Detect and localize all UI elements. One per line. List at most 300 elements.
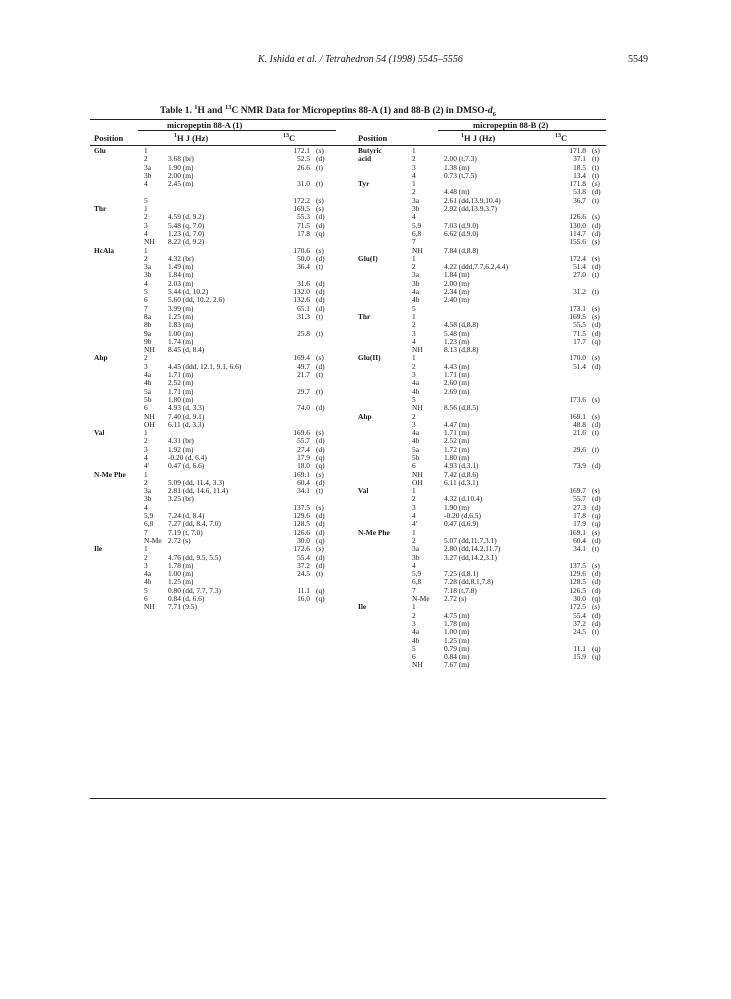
- c-shift-cell: 170.6: [293, 245, 310, 255]
- position-cell: 7: [412, 237, 416, 247]
- multiplicity-cell: (d): [592, 328, 601, 338]
- position-cell: 3: [412, 328, 416, 338]
- position-cell: 4: [144, 179, 148, 189]
- c-shift-cell: 55.4: [297, 552, 310, 562]
- position-cell: 3a: [412, 270, 419, 280]
- multiplicity-cell: (t): [316, 486, 323, 496]
- c-shift-cell: 52.5: [297, 154, 310, 164]
- h-shift-cell: 2.81 (dd, 14.6, 11.4): [168, 486, 229, 496]
- right-col-h: $^1$H J (Hz): [461, 133, 496, 143]
- h-shift-cell: 1.25 (m): [168, 577, 194, 587]
- position-cell: NH: [144, 237, 155, 247]
- position-cell: N-Me: [412, 594, 430, 604]
- left-col-position: Position: [94, 133, 124, 143]
- multiplicity-cell: (d): [316, 361, 325, 371]
- position-cell: 1: [412, 311, 416, 321]
- c-shift-cell: 37.2: [297, 560, 310, 570]
- c-shift-cell: 155.6: [569, 237, 586, 247]
- table-row: [358, 313, 608, 321]
- c-shift-cell: 55.3: [297, 212, 310, 222]
- position-cell: 6,8: [144, 519, 154, 529]
- position-cell: 3: [144, 560, 148, 570]
- h-shift-cell: 2.61 (dd,13.9,10.4): [444, 195, 501, 205]
- c-shift-cell: 37.1: [573, 154, 586, 164]
- h-shift-cell: 2.34 (m): [444, 287, 470, 297]
- multiplicity-cell: (s): [316, 195, 324, 205]
- multiplicity-cell: (s): [592, 560, 600, 570]
- h-shift-cell: 2.00 (t,7.3): [444, 154, 477, 164]
- h-shift-cell: 7.28 (dd,8.1,7.8): [444, 577, 494, 587]
- c-shift-cell: 73.9: [573, 461, 586, 471]
- c-shift-cell: 71.5: [573, 328, 586, 338]
- position-cell: 4b: [412, 386, 420, 396]
- h-shift-cell: 1.00 (m): [168, 328, 194, 338]
- position-cell: 4: [144, 452, 148, 462]
- table-row: [90, 313, 338, 321]
- multiplicity-cell: (s): [316, 469, 324, 479]
- c-shift-cell: 34.1: [573, 544, 586, 554]
- h-shift-cell: 0.47 (d, 6.6): [168, 461, 205, 471]
- multiplicity-cell: (d): [592, 187, 601, 197]
- table-row: [358, 620, 608, 628]
- c-shift-cell: 173.1: [569, 303, 586, 313]
- position-cell: 6: [144, 594, 148, 604]
- h-shift-cell: 0.80 (dd, 7.7, 7.3): [168, 585, 221, 595]
- c-shift-cell: 17.9: [297, 452, 310, 462]
- table-row: [358, 271, 608, 279]
- right-table-body: [358, 147, 608, 670]
- position-cell: 8b: [144, 320, 152, 330]
- position-cell: 2: [412, 320, 416, 330]
- table-row: [358, 462, 608, 470]
- h-shift-cell: 6.11 (d,3.1): [444, 477, 479, 487]
- h-shift-cell: 1.80 (m): [444, 452, 470, 462]
- c-shift-cell: 24.5: [297, 569, 310, 579]
- h-shift-cell: 4.45 (ddd, 12.1, 9.1, 6.6): [168, 361, 242, 371]
- h-shift-cell: 1.80 (m): [168, 394, 194, 404]
- multiplicity-cell: (q): [316, 535, 325, 545]
- table-row: [358, 587, 608, 595]
- multiplicity-cell: (s): [592, 394, 600, 404]
- position-cell: NH: [144, 411, 155, 421]
- position-cell: 3: [412, 502, 416, 512]
- multiplicity-cell: (d): [316, 436, 325, 446]
- h-shift-cell: 1.49 (m): [168, 262, 194, 272]
- position-cell: 4: [144, 228, 148, 238]
- c-shift-cell: 128.5: [569, 577, 586, 587]
- position-cell: 5b: [144, 394, 152, 404]
- c-shift-cell: 169.7: [569, 486, 586, 496]
- multiplicity-cell: (d): [592, 577, 601, 587]
- multiplicity-cell: (s): [316, 146, 324, 155]
- residue-cell: Thr: [94, 204, 107, 214]
- position-cell: 2: [144, 154, 148, 164]
- left-table-body: [90, 147, 338, 612]
- c-shift-cell: 171.8: [569, 146, 586, 155]
- h-shift-cell: 1.25 (m): [444, 635, 470, 645]
- position-cell: 6: [144, 403, 148, 413]
- position-cell: 3a: [412, 195, 419, 205]
- table-row: [358, 238, 608, 246]
- multiplicity-cell: (t): [592, 544, 599, 554]
- table-row: [90, 330, 338, 338]
- multiplicity-cell: (d): [592, 610, 601, 620]
- table-row: [358, 180, 608, 188]
- c-shift-cell: 55.7: [297, 436, 310, 446]
- multiplicity-cell: (d): [316, 519, 325, 529]
- h-shift-cell: 2.80 (dd,14.2,11.7): [444, 544, 501, 554]
- h-shift-cell: 2.72 (s): [168, 535, 191, 545]
- position-cell: 3a: [144, 162, 151, 172]
- position-cell: 3: [412, 419, 416, 429]
- multiplicity-cell: (t): [316, 311, 323, 321]
- multiplicity-cell: (s): [592, 602, 600, 612]
- position-cell: 2: [144, 212, 148, 222]
- position-cell: 1: [144, 428, 148, 438]
- c-shift-cell: 129.6: [293, 511, 310, 521]
- position-cell: 5: [412, 643, 416, 653]
- residue-cell: N-Me Phe: [94, 469, 126, 479]
- h-shift-cell: -0.20 (d, 6.4): [168, 452, 207, 462]
- table-row: [358, 454, 608, 462]
- table-row: [358, 330, 608, 338]
- h-shift-cell: 0.47 (d,6.9): [444, 519, 479, 529]
- running-header: [0, 54, 731, 68]
- position-cell: 5: [144, 287, 148, 297]
- table-row: [358, 446, 608, 454]
- right-col-position: Position: [358, 133, 388, 143]
- position-cell: 2: [412, 187, 416, 197]
- position-cell: 4b: [412, 295, 420, 305]
- position-cell: N-Me: [144, 535, 162, 545]
- position-cell: 2: [144, 477, 148, 487]
- h-shift-cell: 2.03 (m): [168, 278, 194, 288]
- position-cell: 1: [144, 146, 148, 155]
- c-shift-cell: 31.2: [573, 287, 586, 297]
- h-shift-cell: 1.72 (m): [444, 444, 470, 454]
- h-shift-cell: 4.43 (m): [444, 361, 470, 371]
- h-shift-cell: 5.07 (dd,11.7,3.1): [444, 535, 497, 545]
- c-shift-cell: 21.7: [297, 370, 310, 380]
- multiplicity-cell: (d): [316, 527, 325, 537]
- multiplicity-cell: (t): [316, 569, 323, 579]
- h-shift-cell: 4.76 (dd, 9.5, 5.5): [168, 552, 221, 562]
- position-cell: 2: [144, 253, 148, 263]
- table-row: [358, 379, 608, 387]
- position-cell: 1: [144, 245, 148, 255]
- c-shift-cell: 128.5: [293, 519, 310, 529]
- c-shift-cell: 132.6: [293, 295, 310, 305]
- h-shift-cell: 5.48 (q, 7.0): [168, 220, 205, 230]
- multiplicity-cell: (d): [592, 502, 601, 512]
- position-cell: 4: [412, 560, 416, 570]
- h-shift-cell: 4.59 (d, 9.2): [168, 212, 205, 222]
- position-cell: 3b: [144, 270, 152, 280]
- table-row: [90, 570, 338, 578]
- h-shift-cell: 0.79 (m): [444, 643, 470, 653]
- table-caption: Table 1. $^1$H and $^{13}$C NMR Data for Micropeptins 88-A (1) and 88-B (2) in DMSO-$d_6$: [160, 104, 496, 119]
- position-cell: 4: [412, 336, 416, 346]
- h-shift-cell: 1.84 (m): [168, 270, 194, 280]
- c-shift-cell: 55.4: [573, 610, 586, 620]
- c-shift-cell: 169.6: [293, 428, 310, 438]
- h-shift-cell: 7.42 (d,8.6): [444, 469, 479, 479]
- c-shift-cell: 71.5: [297, 220, 310, 230]
- left-group-rule: [138, 130, 336, 131]
- multiplicity-cell: (d): [316, 511, 325, 521]
- h-shift-cell: 4.75 (m): [444, 610, 470, 620]
- c-shift-cell: 31.6: [297, 278, 310, 288]
- multiplicity-cell: (q): [592, 594, 601, 604]
- right-group-rule: [438, 130, 606, 131]
- position-cell: 5b: [412, 452, 420, 462]
- table-row: [358, 371, 608, 379]
- table-row: [90, 263, 338, 271]
- position-cell: 4b: [412, 635, 420, 645]
- h-shift-cell: 1.71 (m): [444, 370, 470, 380]
- position-cell: 9b: [144, 336, 152, 346]
- position-cell: 4: [144, 278, 148, 288]
- position-cell: NH: [412, 403, 423, 413]
- c-shift-cell: 34.1: [297, 486, 310, 496]
- table-row: [358, 354, 608, 362]
- c-shift-cell: 65.1: [297, 303, 310, 313]
- position-cell: 1: [412, 253, 416, 263]
- h-shift-cell: 4.32 (br): [168, 253, 194, 263]
- c-shift-cell: 15.9: [573, 652, 586, 662]
- multiplicity-cell: (d): [316, 403, 325, 413]
- h-shift-cell: 7.18 (t,7.8): [444, 585, 477, 595]
- multiplicity-cell: (d): [592, 618, 601, 628]
- position-cell: 1: [144, 469, 148, 479]
- table-row: [358, 504, 608, 512]
- position-cell: 2: [412, 411, 416, 421]
- h-shift-cell: 8.45 (d, 8.4): [168, 345, 205, 355]
- multiplicity-cell: (t): [592, 170, 599, 180]
- position-cell: 4a: [412, 428, 419, 438]
- h-shift-cell: 2.45 (m): [168, 179, 194, 189]
- c-shift-cell: 169.5: [293, 204, 310, 214]
- c-shift-cell: 129.6: [569, 569, 586, 579]
- residue-cell: Ahp: [358, 411, 372, 421]
- multiplicity-cell: (t): [592, 627, 599, 637]
- position-cell: 2: [412, 361, 416, 371]
- position-cell: 3: [144, 220, 148, 230]
- position-cell: 1: [144, 544, 148, 554]
- residue-cell: HcAla: [94, 245, 115, 255]
- h-shift-cell: 5.09 (dd, 11.4, 3.3): [168, 477, 225, 487]
- table-row: [358, 429, 608, 437]
- c-shift-cell: 169.4: [293, 353, 310, 363]
- multiplicity-cell: (q): [316, 585, 325, 595]
- multiplicity-cell: (s): [316, 428, 324, 438]
- table-row: [358, 661, 608, 669]
- position-cell: 2: [144, 436, 148, 446]
- h-shift-cell: 1.92 (m): [168, 444, 194, 454]
- position-cell: 1: [412, 353, 416, 363]
- multiplicity-cell: (d): [316, 477, 325, 487]
- c-shift-cell: 27.0: [573, 270, 586, 280]
- position-cell: 4b: [144, 378, 152, 388]
- c-shift-cell: 51.4: [573, 262, 586, 272]
- residue-cell: Tyr: [358, 179, 370, 189]
- residue-cell: Glu(II): [358, 353, 381, 363]
- c-shift-cell: 173.6: [569, 394, 586, 404]
- c-shift-cell: 132.0: [293, 287, 310, 297]
- position-cell: 3: [412, 618, 416, 628]
- multiplicity-cell: (t): [316, 370, 323, 380]
- table-row: [358, 396, 608, 404]
- position-cell: NH: [412, 469, 423, 479]
- c-shift-cell: 17.8: [297, 228, 310, 238]
- table-row: [90, 180, 338, 188]
- table-row: [358, 495, 608, 503]
- multiplicity-cell: (s): [592, 253, 600, 263]
- left-col-c: $^{13}$C: [283, 133, 296, 143]
- h-shift-cell: 1.71 (m): [444, 428, 470, 438]
- position-cell: 6: [412, 461, 416, 471]
- multiplicity-cell: (t): [316, 162, 323, 172]
- h-shift-cell: -0.20 (d,6.5): [444, 511, 481, 521]
- residue-cell: N-Me Phe: [358, 527, 390, 537]
- c-shift-cell: 48.8: [573, 419, 586, 429]
- h-shift-cell: 1.71 (m): [168, 386, 194, 396]
- position-cell: 2: [412, 494, 416, 504]
- c-shift-cell: 31.0: [297, 179, 310, 189]
- multiplicity-cell: (s): [592, 237, 600, 247]
- multiplicity-cell: (q): [592, 336, 601, 346]
- h-shift-cell: 3.27 (dd,14.2,3.1): [444, 552, 497, 562]
- position-cell: 1: [412, 486, 416, 496]
- table-row: [358, 321, 608, 329]
- h-shift-cell: 2.52 (m): [444, 436, 470, 446]
- multiplicity-cell: (t): [592, 154, 599, 164]
- h-shift-cell: 7.67 (m): [444, 660, 470, 670]
- table-row: [358, 263, 608, 271]
- h-shift-cell: 1.00 (m): [444, 627, 470, 637]
- h-shift-cell: 5.60 (dd, 10.2, 2.6): [168, 295, 225, 305]
- position-cell: 5: [412, 303, 416, 313]
- table-row: [358, 487, 608, 495]
- c-shift-cell: 18.0: [297, 461, 310, 471]
- c-shift-cell: 51.4: [573, 361, 586, 371]
- position-cell: 4a: [412, 627, 419, 637]
- position-cell: 4a: [412, 287, 419, 297]
- multiplicity-cell: (s): [592, 146, 600, 155]
- position-cell: 2: [412, 154, 416, 164]
- position-cell: 6,8: [412, 577, 422, 587]
- c-shift-cell: 17.9: [573, 519, 586, 529]
- residue-cell: Thr: [358, 311, 371, 321]
- h-shift-cell: 5.44 (d, 10.2): [168, 287, 209, 297]
- position-cell: 4b: [412, 436, 420, 446]
- position-cell: 2: [412, 262, 416, 272]
- position-cell: 4b: [144, 577, 152, 587]
- multiplicity-cell: (d): [592, 494, 601, 504]
- multiplicity-cell: (s): [316, 204, 324, 214]
- position-cell: 6: [144, 295, 148, 305]
- c-shift-cell: 16.0: [297, 594, 310, 604]
- position-cell: 9a: [144, 328, 151, 338]
- table-row: [358, 413, 608, 421]
- position-cell: 2: [144, 552, 148, 562]
- multiplicity-cell: (t): [316, 262, 323, 272]
- h-shift-cell: 7.71 (9.5): [168, 602, 197, 612]
- h-shift-cell: 2.52 (m): [168, 378, 194, 388]
- journal-citation: K. Ishida et al. / Tetrahedron 54 (1998) 5545–5556: [258, 54, 463, 65]
- position-cell: 3b: [144, 494, 152, 504]
- h-shift-cell: 4.47 (m): [444, 419, 470, 429]
- multiplicity-cell: (q): [592, 511, 601, 521]
- table-row: [358, 155, 608, 163]
- residue-cell: Ahp: [94, 353, 108, 363]
- h-shift-cell: 1.78 (m): [168, 560, 194, 570]
- c-shift-cell: 60.4: [297, 477, 310, 487]
- h-shift-cell: 7.84 (d,8.8): [444, 245, 479, 255]
- c-shift-cell: 53.8: [573, 187, 586, 197]
- multiplicity-cell: (d): [316, 560, 325, 570]
- h-shift-cell: 2.69 (m): [444, 386, 470, 396]
- c-shift-cell: 137.5: [293, 502, 310, 512]
- table-row: [358, 147, 608, 155]
- position-cell: 1: [412, 179, 416, 189]
- h-shift-cell: 8.56 (d,8.5): [444, 403, 479, 413]
- position-cell: 8a: [144, 311, 151, 321]
- multiplicity-cell: (q): [592, 652, 601, 662]
- residue-cell: Ile: [94, 544, 103, 554]
- table-row: [358, 512, 608, 520]
- multiplicity-cell: (d): [592, 361, 601, 371]
- table-row: [358, 421, 608, 429]
- h-shift-cell: 1.23 (d, 7.0): [168, 228, 205, 238]
- header-bottom-rule: [90, 145, 606, 146]
- h-shift-cell: 4.58 (d,8.8): [444, 320, 479, 330]
- c-shift-cell: 36.7: [573, 195, 586, 205]
- position-cell: 5: [144, 585, 148, 595]
- h-shift-cell: 4.31 (br): [168, 436, 194, 446]
- c-shift-cell: 137.5: [569, 560, 586, 570]
- multiplicity-cell: (d): [592, 220, 601, 230]
- multiplicity-cell: (s): [592, 212, 600, 222]
- position-cell: 4: [412, 170, 416, 180]
- position-cell: 3: [144, 361, 148, 371]
- h-shift-cell: 1.84 (m): [444, 270, 470, 280]
- c-shift-cell: 169.1: [293, 469, 310, 479]
- c-shift-cell: 37.2: [573, 618, 586, 628]
- multiplicity-cell: (d): [592, 320, 601, 330]
- c-shift-cell: 172.2: [293, 195, 310, 205]
- position-cell: 6: [412, 652, 416, 662]
- c-shift-cell: 13.4: [573, 170, 586, 180]
- multiplicity-cell: (d): [316, 444, 325, 454]
- multiplicity-cell: (s): [316, 245, 324, 255]
- multiplicity-cell: (d): [316, 154, 325, 164]
- c-shift-cell: 169.5: [569, 311, 586, 321]
- h-shift-cell: 2.00 (m): [444, 278, 470, 288]
- multiplicity-cell: (q): [316, 228, 325, 238]
- multiplicity-cell: (d): [592, 262, 601, 272]
- table-row: [358, 653, 608, 661]
- position-cell: 5: [412, 394, 416, 404]
- residue-cell: acid: [358, 154, 372, 164]
- multiplicity-cell: (d): [316, 253, 325, 263]
- multiplicity-cell: (s): [592, 311, 600, 321]
- c-shift-cell: 18.5: [573, 162, 586, 172]
- position-cell: 1: [412, 146, 416, 155]
- c-shift-cell: 11.1: [573, 643, 586, 653]
- multiplicity-cell: (t): [592, 270, 599, 280]
- c-shift-cell: 31.3: [297, 311, 310, 321]
